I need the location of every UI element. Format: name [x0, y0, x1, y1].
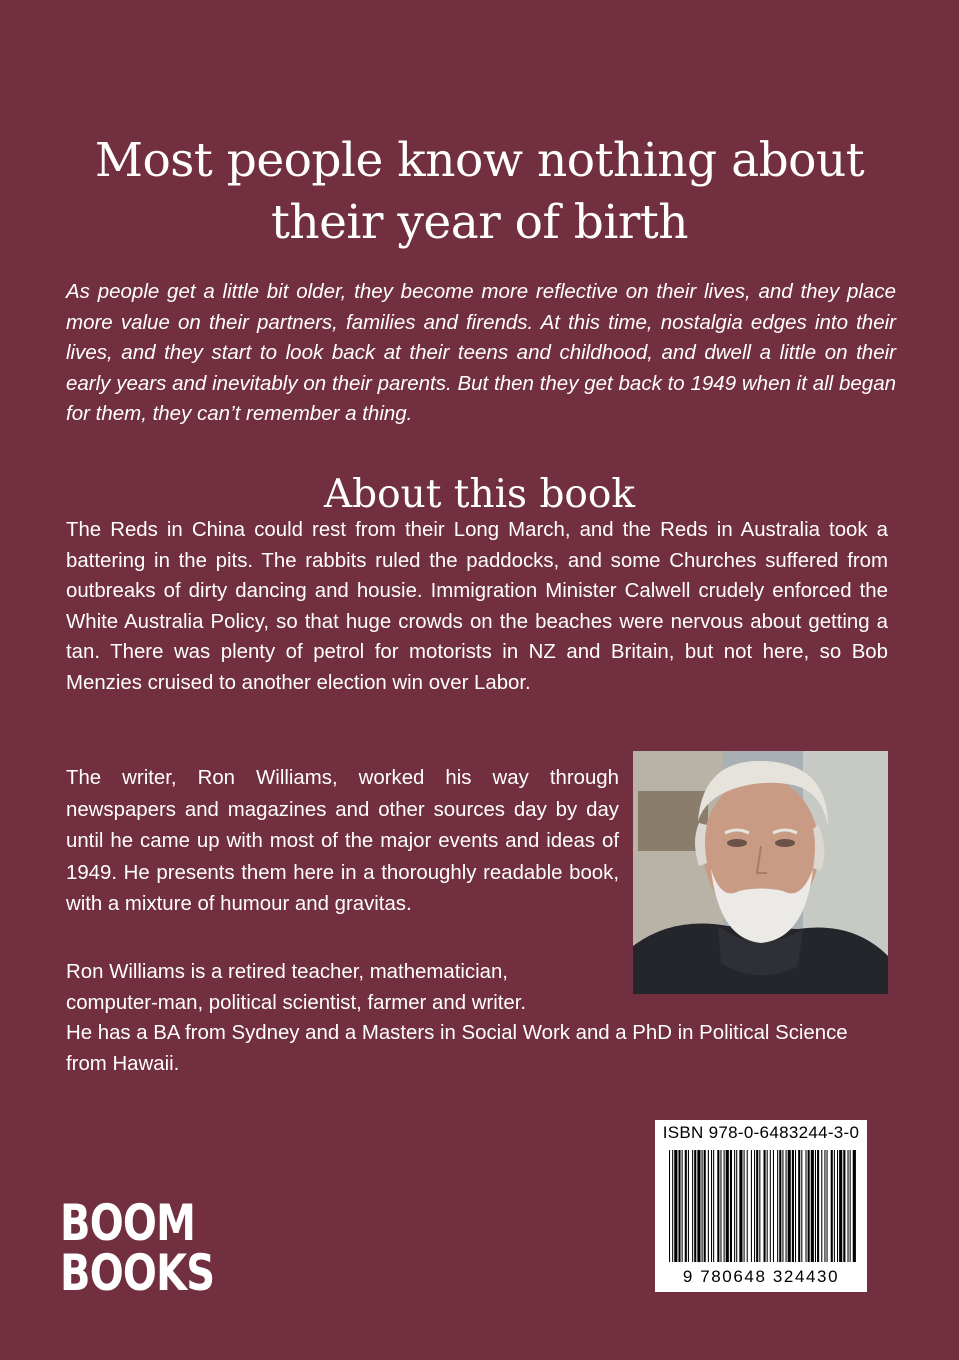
- barcode-bar: [694, 1150, 696, 1262]
- writer-paragraph: The writer, Ron Williams, worked his way through newspapers and magazines and other sources day by day until he came up with most of the major events and ideas of 1949. He presents them here in a thoroughly readable book, with a mixture of humour and gravitas.: [66, 767, 619, 915]
- barcode-bar: [788, 1150, 791, 1262]
- barcode-bar: [817, 1150, 819, 1262]
- barcode-bar: [674, 1150, 677, 1262]
- barcode-bar: [669, 1150, 670, 1262]
- barcode-bar: [717, 1150, 719, 1262]
- barcode-bar: [697, 1150, 700, 1262]
- isbn-label: ISBN 978-0-6483244-3-0: [662, 1123, 860, 1142]
- barcode-bar: [848, 1150, 849, 1262]
- barcode-bar: [747, 1150, 748, 1262]
- barcode-bar: [839, 1150, 842, 1262]
- barcode-bar: [672, 1150, 673, 1262]
- author-bio: [66, 957, 891, 1080]
- barcode-bar: [850, 1150, 851, 1262]
- barcode-bar: [704, 1150, 706, 1262]
- barcode-bar: [815, 1150, 816, 1262]
- barcode-bar: [736, 1150, 737, 1262]
- section-title: About this book: [323, 472, 636, 517]
- barcode-digits: 9 780648 324430: [682, 1267, 840, 1286]
- barcode-bar: [751, 1150, 752, 1262]
- barcode-bar: [821, 1150, 822, 1262]
- isbn-barcode: [655, 1120, 867, 1292]
- barcode-bar: [720, 1150, 721, 1262]
- barcode-bar: [811, 1150, 814, 1262]
- barcode-bar: [831, 1150, 833, 1262]
- barcode-bar: [739, 1150, 742, 1262]
- barcode-bar: [756, 1150, 758, 1262]
- about-paragraph: The Reds in China could rest from their Long March, and the Reds in Australia took a battering in the pits. The rabbits ruled the paddocks, and some Churches suffered from outbreaks of dirty dancing and housie. Immigration Minister Calwell crudely enforced the White Australia Policy, so that huge crowds on the beaches were nervous about getting a tan. There was plenty of petrol for motorists in NZ and Britain, but not here, so Bob Menzies cruised to another election win over Labor.: [66, 519, 888, 694]
- intro-paragraph: As people get a little bit older, they become more reflective on their lives, and they place more value on their partners, families and firends. At this time, nostalgia edges into their lives, and they start to look back at their teens and childhood, and dwell a little on their early years and inevitably on their parents. But then they get back to 1949 when it all began for them, they can’t remember a thing.: [66, 280, 896, 426]
- barcode-bar: [682, 1150, 683, 1262]
- barcode-bar: [724, 1150, 725, 1262]
- barcode-bar: [837, 1150, 838, 1262]
- barcode-bar: [711, 1150, 712, 1262]
- barcode-bar: [744, 1150, 745, 1262]
- barcode-bar: [798, 1150, 800, 1262]
- barcode-bar: [808, 1150, 810, 1262]
- bio-rest: He has a BA from Sydney and a Masters in Social Work and a PhD in Political Science from Hawaii.: [66, 1022, 848, 1076]
- barcode-bar: [702, 1150, 703, 1262]
- barcode-bar: [730, 1150, 732, 1262]
- barcode-bar: [786, 1150, 787, 1262]
- barcode-bar: [685, 1150, 687, 1262]
- barcode-bar: [779, 1150, 781, 1262]
- barcode-bar: [795, 1150, 796, 1262]
- barcode-bar: [801, 1150, 802, 1262]
- barcode-bar: [764, 1150, 766, 1262]
- barcode-bar: [754, 1150, 755, 1262]
- barcode-bar: [834, 1150, 835, 1262]
- headline-line-1: Most people know nothing about: [94, 133, 865, 188]
- barcode-bar: [782, 1150, 783, 1262]
- barcode-bar: [678, 1150, 680, 1262]
- barcode-bar: [770, 1150, 771, 1262]
- barcode-bar: [827, 1150, 828, 1262]
- barcode-bar: [708, 1150, 709, 1262]
- headline: [40, 130, 919, 254]
- bio-line-1: Ron Williams is a retired teacher, mathematician,: [66, 961, 508, 983]
- barcode-bar: [806, 1150, 807, 1262]
- barcode-bar: [713, 1150, 714, 1262]
- barcode-bar: [692, 1150, 693, 1262]
- barcode-bar: [726, 1150, 729, 1262]
- barcode-bars: [669, 1150, 857, 1268]
- boom-books-logo: [60, 1194, 215, 1302]
- headline-line-2: their year of birth: [270, 195, 689, 250]
- barcode-bar: [767, 1150, 768, 1262]
- barcode-bar: [843, 1150, 845, 1262]
- barcode-bar: [853, 1150, 856, 1262]
- barcode-bar: [734, 1150, 735, 1262]
- barcode-bar: [792, 1150, 794, 1262]
- barcode-bar: [759, 1150, 760, 1262]
- barcode-bar: [688, 1150, 689, 1262]
- bio-line-2: computer-man, political scientist, farmer and writer.: [66, 991, 527, 1014]
- barcode-bar: [773, 1150, 774, 1262]
- logo-line-books: BOOKS: [60, 1244, 215, 1302]
- barcode-bar: [824, 1150, 825, 1262]
- barcode-bar: [777, 1150, 778, 1262]
- logo-line-boom: BOOM: [60, 1194, 196, 1252]
